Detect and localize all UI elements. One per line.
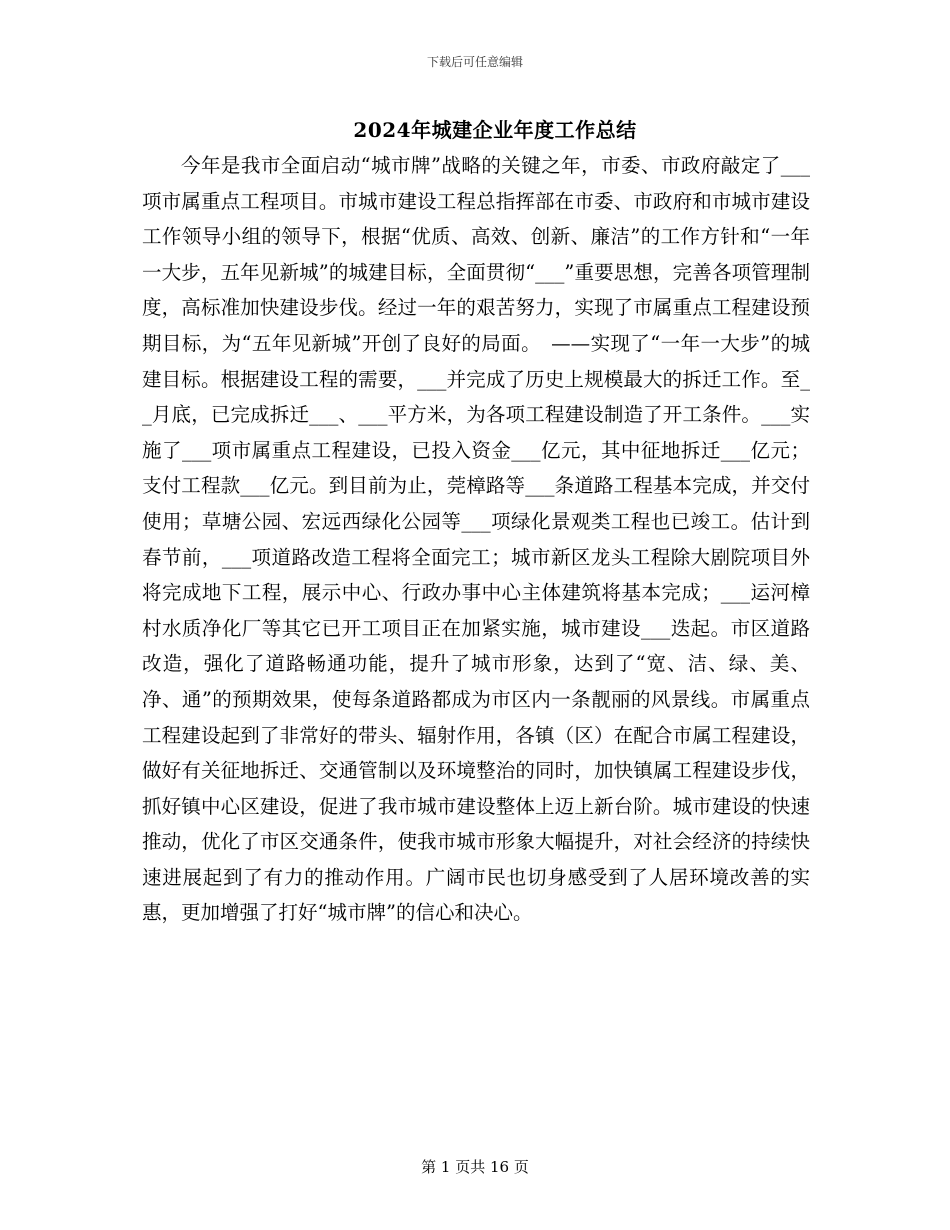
header-note: 下载后可任意编辑 xyxy=(426,55,523,69)
document-title: 2024年城建企业年度工作总结 xyxy=(353,118,637,142)
body-paragraph: 今年是我市全面启动“城市牌”战略的关键之年，市委、市政府敲定了___项市属重点工程项目。市城市建设工程总指挥部在市委、市政府和市城市建设工作领导小组的领导下，根据“优质、高效、创新、廉洁”的工作方针和“一年一大步，五年见新城”的城建目标，全面贯彻“___”重要思想，完善各项管理制度，高标准加快建设步伐。经过一年的艰苦努力，实现了市属重点工程建设预期目标，为“五年见新城”开创了良好的局面。 ——实现了“一年一大步”的城建目标。根据建设工程的需要，___并完成了历史上规模最大的拆迁工作。至__月底，已完成拆迁___、___平方米，为各项工程建设制造了开工条件。___实施了___项市属重点工程建设，已投入资金___亿元，其中征地拆迁___亿元；支付工程款___亿元。到目前为止，莞樟路等___条道路工程基本完成，并交付使用；草塘公园、宏远西绿化公园等___项绿化景观类工程也已竣工。估计到春节前，___项道路改造工程将全面完工；城市新区龙头工程除大剧院项目外将完成地下工程，展示中心、行政办事中心主体建筑将基本完成；___运河樟村水质净化厂等其它已开工项目正在加紧实施，城市建设___迭起。市区道路改造，强化了道路畅通功能，提升了城市形象，达到了“宽、洁、绿、美、净、通”的预期效果，使每条道路都成为市区内一条靓丽的风景线。市属重点工程建设起到了非常好的带头、辐射作用，各镇（区）在配合市属工程建设，做好有关征地拆迁、交通管制以及环境整治的同时，加快镇属工程建设步伐，抓好镇中心区建设，促进了我市城市建设整体上迈上新台阶。城市建设的快速推动，优化了市区交通条件，使我市城市形象大幅提升，对社会经济的持续快速进展起到了有力的推动作用。广阔市民也切身感受到了人居环境改善的实惠，更加增强了打好“城市牌”的信心和决心。 xyxy=(142,154,810,925)
page-number-footer: 第 1 页共 16 页 xyxy=(421,1158,529,1176)
